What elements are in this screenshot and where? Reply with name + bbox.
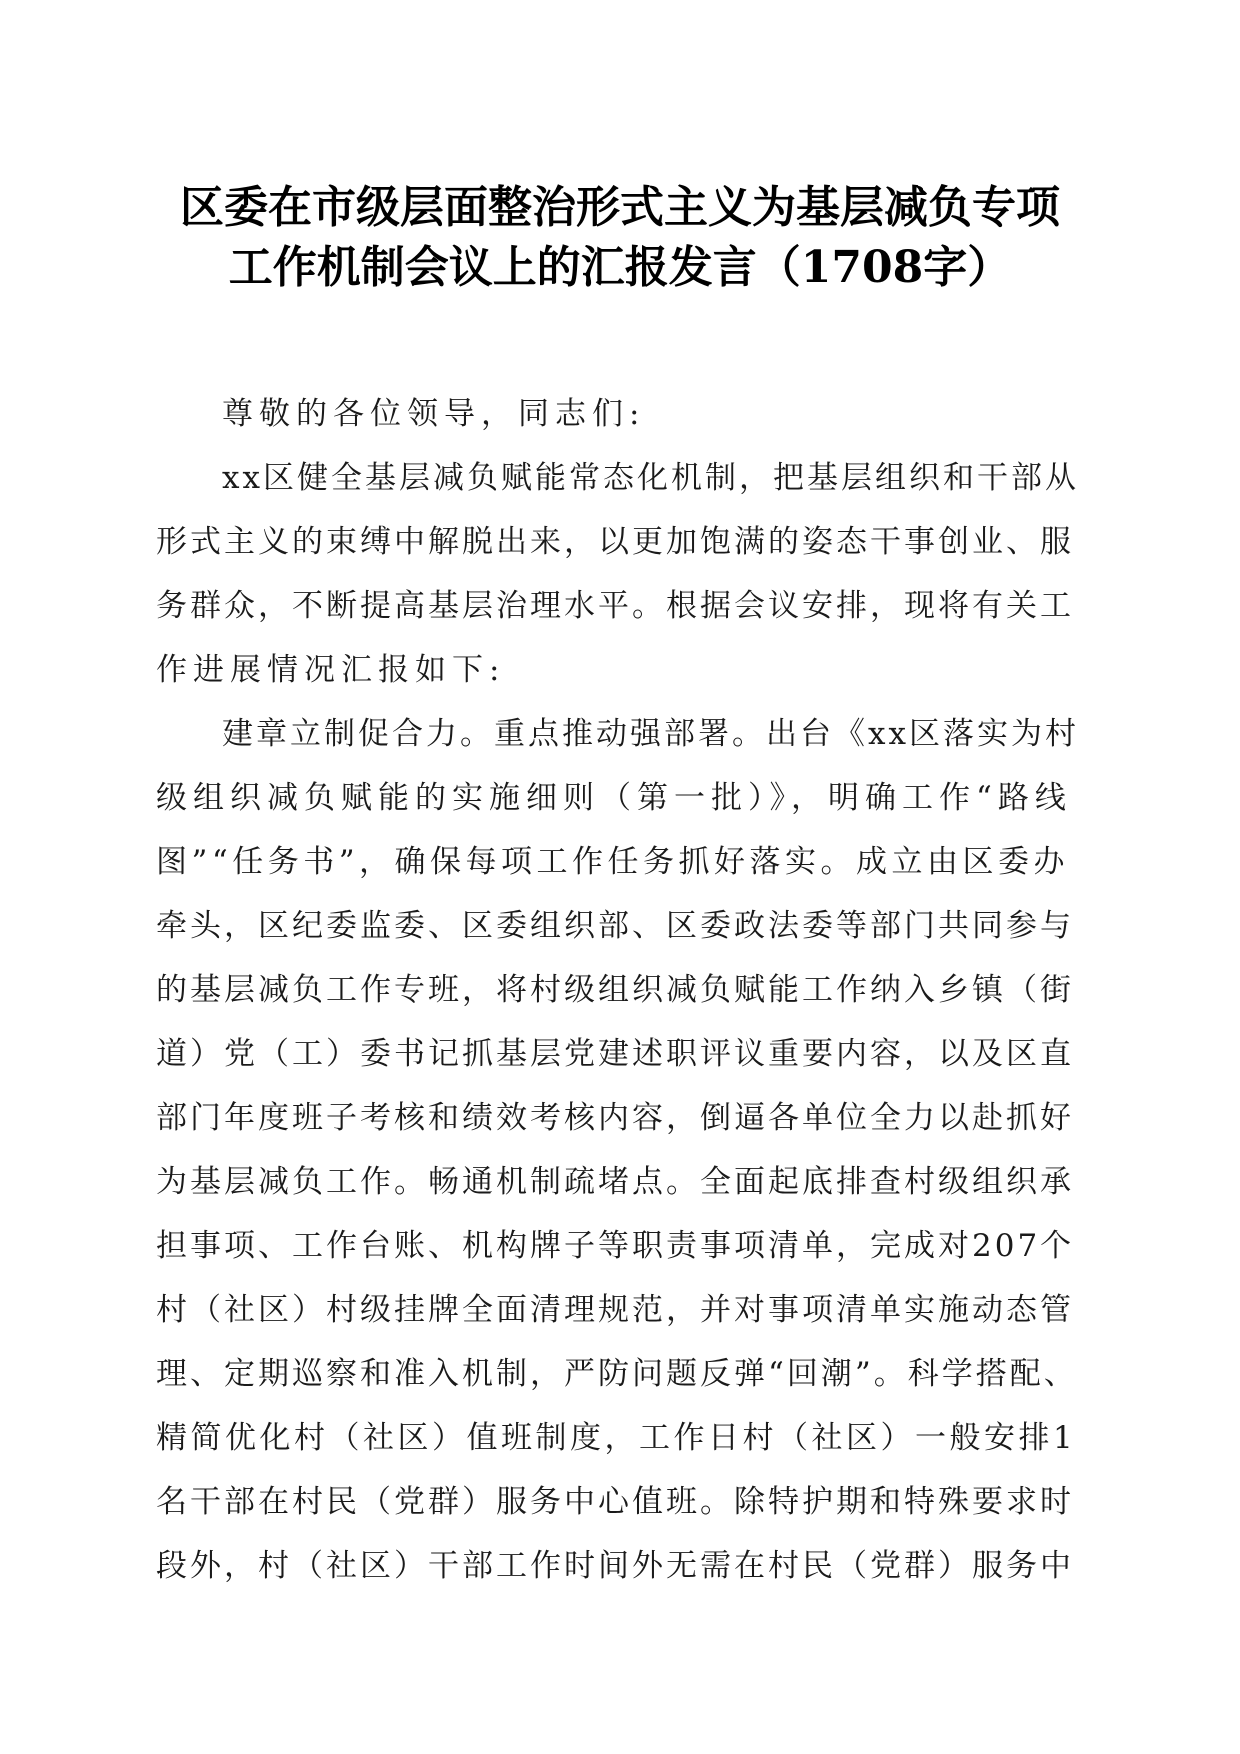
text-line: 精简优化村（社区）值班制度，工作日村（社区）一般安排1 xyxy=(156,1420,1077,1456)
text-line: 务群众，不断提高基层治理水平。根据会议安排，现将有关工 xyxy=(156,588,1074,624)
title-line-2: 工作机制会议上的汇报发言（1708字） xyxy=(228,242,1012,293)
document-title xyxy=(150,178,1090,298)
text-line: 建章立制促合力。重点推动强部署。出台《xx区落实为村 xyxy=(222,716,1079,752)
text-line: 尊敬的各位领导，同志们: xyxy=(222,396,646,432)
text-line: 为基层减负工作。畅通机制疏堵点。全面起底排查村级组织承 xyxy=(156,1164,1074,1200)
text-line: 图”“任务书”，确保每项工作任务抓好落实。成立由区委办 xyxy=(156,844,1070,880)
text-line: 作进展情况汇报如下: xyxy=(156,652,506,688)
text-line: 的基层减负工作专班，将村级组织减负赋能工作纳入乡镇（街 xyxy=(156,972,1074,1008)
text-line: 部门年度班子考核和绩效考核内容，倒逼各单位全力以赴抓好 xyxy=(156,1100,1074,1136)
text-line: 村（社区）村级挂牌全面清理规范，并对事项清单实施动态管 xyxy=(156,1292,1074,1328)
text-line: 担事项、工作台账、机构牌子等职责事项清单，完成对207个 xyxy=(156,1228,1075,1264)
text-line: 理、定期巡察和准入机制，严防问题反弹“回潮”。科学搭配、 xyxy=(156,1356,1078,1392)
text-line: xx区健全基层减负赋能常态化机制，把基层组织和干部从 xyxy=(222,460,1079,496)
text-line: 牵头，区纪委监委、区委组织部、区委政法委等部门共同参与 xyxy=(156,908,1074,944)
title-line-1: 区委在市级层面整治形式主义为基层减负专项 xyxy=(180,182,1060,233)
text-line: 段外，村（社区）干部工作时间外无需在村民（党群）服务中 xyxy=(156,1548,1074,1584)
text-line: 道）党（工）委书记抓基层党建述职评议重要内容，以及区直 xyxy=(156,1036,1074,1072)
text-line: 级组织减负赋能的实施细则（第一批）》，明确工作“路线 xyxy=(156,780,1072,816)
text-line: 名干部在村民（党群）服务中心值班。除特护期和特殊要求时 xyxy=(156,1484,1074,1520)
document-body xyxy=(156,382,1080,1598)
text-line: 形式主义的束缚中解脱出来，以更加饱满的姿态干事创业、服 xyxy=(156,524,1074,560)
